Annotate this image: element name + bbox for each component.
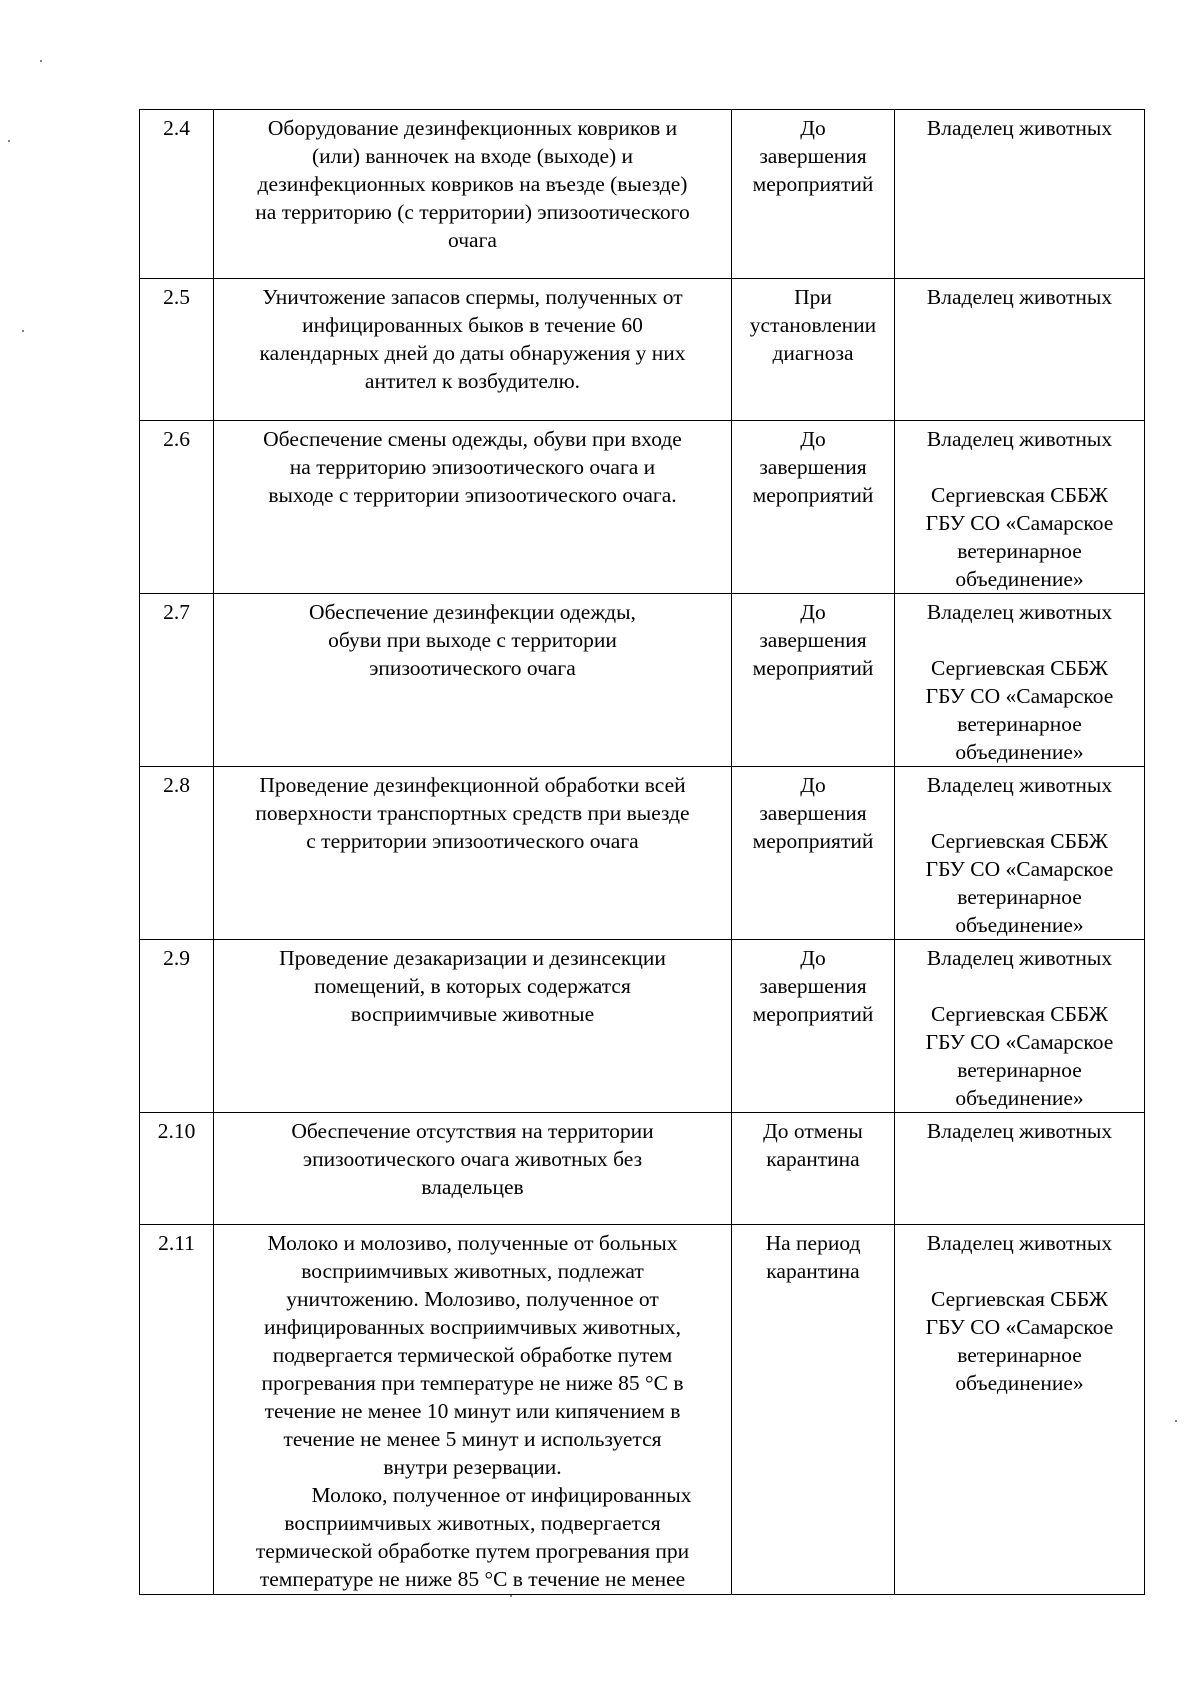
action-line: уничтожению. Молозиво, полученное от <box>286 1287 659 1311</box>
action-line: помещений, в которых содержатся <box>314 974 631 998</box>
responsible-line: объединение» <box>955 1371 1084 1395</box>
responsible-line: ветеринарное <box>957 1058 1082 1082</box>
responsible-line: ветеринарное <box>957 539 1082 563</box>
term-line: До <box>800 773 826 797</box>
responsible-line: ветеринарное <box>957 1343 1082 1367</box>
responsible-cell <box>895 1225 1145 1595</box>
responsible-line: ветеринарное <box>957 885 1082 909</box>
responsible-line: ветеринарное <box>957 712 1082 736</box>
action-line: Обеспечение дезинфекции одежды, <box>309 600 636 624</box>
action-line: Молоко и молозиво, полученные от больных <box>267 1231 678 1255</box>
responsible-cell <box>895 767 1145 940</box>
term-cell <box>732 1113 895 1225</box>
responsible-line: ГБУ СО «Самарское <box>925 1030 1114 1054</box>
responsible-line: Владелец животных <box>926 427 1113 451</box>
responsible-cell <box>895 940 1145 1113</box>
action-line: выходе с территории эпизоотического очага. <box>268 483 677 507</box>
table-row <box>140 767 1145 940</box>
table-row <box>140 1225 1145 1595</box>
scan-speck <box>510 1595 512 1597</box>
term-line: До <box>800 427 826 451</box>
responsible-line: Владелец животных <box>926 116 1113 140</box>
action-cell <box>214 594 732 767</box>
responsible-line: ГБУ СО «Самарское <box>925 1315 1114 1339</box>
action-line: эпизоотического очага <box>369 656 576 680</box>
row-number: 2.9 <box>140 940 214 1113</box>
action-line: владельцев <box>421 1175 524 1199</box>
row-number: 2.6 <box>140 421 214 594</box>
table-row <box>140 1113 1145 1225</box>
action-line: (или) ванночек на входе (выходе) и <box>311 144 634 168</box>
responsible-line: Сергиевская СББЖ <box>930 656 1109 680</box>
term-line: До отмены <box>763 1119 863 1143</box>
responsible-line: Владелец животных <box>926 946 1113 970</box>
action-line: с территории эпизоотического очага <box>306 829 639 853</box>
action-line: подвергается термической обработке путем <box>272 1343 673 1367</box>
table-row <box>140 110 1145 279</box>
row-number: 2.7 <box>140 594 214 767</box>
action-line: дезинфекционных ковриков на въезде (выезде) <box>257 172 688 196</box>
responsible-line: объединение» <box>955 567 1084 591</box>
responsible-line: Владелец животных <box>926 285 1113 309</box>
row-number: 2.8 <box>140 767 214 940</box>
term-line: До <box>800 600 826 624</box>
action-line: антител к возбудителю. <box>364 369 581 393</box>
table-row <box>140 421 1145 594</box>
term-line: карантина <box>766 1147 860 1171</box>
term-cell <box>732 767 895 940</box>
term-line: мероприятий <box>752 483 874 507</box>
action-line: Обеспечение смены одежды, обуви при входе <box>263 427 682 451</box>
responsible-line: объединение» <box>955 1086 1084 1110</box>
measures-table <box>139 109 1145 1595</box>
action-cell <box>214 1113 732 1225</box>
action-line: поверхности транспортных средств при выезде <box>255 801 690 825</box>
term-cell <box>732 594 895 767</box>
term-line: мероприятий <box>752 172 874 196</box>
term-line: При <box>794 285 832 309</box>
action-line: восприимчивые животные <box>350 1002 595 1026</box>
action-line: температуре не ниже 85 °С в течение не менее <box>259 1567 686 1591</box>
responsible-line: Владелец животных <box>926 1231 1113 1255</box>
action-line: эпизоотического очага животных без <box>302 1147 643 1171</box>
responsible-line: объединение» <box>955 913 1084 937</box>
term-cell <box>732 110 895 279</box>
term-line: завершения <box>759 455 867 479</box>
term-line: мероприятий <box>752 829 874 853</box>
action-line: Проведение дезакаризации и дезинсекции <box>279 946 666 970</box>
table-row <box>140 940 1145 1113</box>
action-line: очага <box>448 228 497 252</box>
action-cell <box>214 940 732 1113</box>
table-row <box>140 594 1145 767</box>
responsible-line: Владелец животных <box>926 600 1113 624</box>
term-line: завершения <box>759 628 867 652</box>
responsible-line: ГБУ СО «Самарское <box>925 511 1114 535</box>
scan-speck <box>8 140 10 142</box>
row-number: 2.10 <box>140 1113 214 1225</box>
action-line: внутри резервации. <box>383 1455 562 1479</box>
action-line: Проведение дезинфекционной обработки всей <box>259 773 686 797</box>
scan-speck <box>40 60 42 62</box>
term-cell <box>732 279 895 421</box>
action-line: восприимчивых животных, подвергается <box>284 1511 661 1535</box>
measures-table-body <box>140 110 1145 1595</box>
term-line: установлении <box>749 313 877 337</box>
row-number: 2.4 <box>140 110 214 279</box>
term-line: На период <box>765 1231 861 1255</box>
action-line: инфицированных быков в течение 60 <box>302 313 643 337</box>
responsible-line: Владелец животных <box>926 773 1113 797</box>
responsible-line: Сергиевская СББЖ <box>930 829 1109 853</box>
responsible-line: Сергиевская СББЖ <box>930 483 1109 507</box>
term-line: мероприятий <box>752 1002 874 1026</box>
term-cell <box>732 421 895 594</box>
action-line: инфицированных восприимчивых животных, <box>263 1315 681 1339</box>
term-line: До <box>800 946 826 970</box>
responsible-cell <box>895 279 1145 421</box>
action-line: Обеспечение отсутствия на территории <box>291 1119 654 1143</box>
action-line: Молоко, полученное от инфицированных <box>311 1483 692 1507</box>
responsible-line: ГБУ СО «Самарское <box>925 684 1114 708</box>
responsible-line: Владелец животных <box>926 1119 1113 1143</box>
action-line: течение не менее 5 минут и используется <box>283 1427 662 1451</box>
term-cell <box>732 940 895 1113</box>
term-line: мероприятий <box>752 656 874 680</box>
responsible-cell <box>895 110 1145 279</box>
table-row <box>140 279 1145 421</box>
action-line: обуви при выходе с территории <box>328 628 617 652</box>
row-number: 2.5 <box>140 279 214 421</box>
action-line: восприимчивых животных, подлежат <box>301 1259 644 1283</box>
action-line: Оборудование дезинфекционных ковриков и <box>267 116 678 140</box>
action-cell <box>214 279 732 421</box>
action-line: термической обработке путем прогревания при <box>255 1539 690 1563</box>
action-line: Уничтожение запасов спермы, полученных от <box>262 285 683 309</box>
term-line: карантина <box>766 1259 860 1283</box>
action-cell <box>214 1225 732 1595</box>
responsible-line: ГБУ СО «Самарское <box>925 857 1114 881</box>
action-line: на территорию (с территории) эпизоотического <box>255 200 690 224</box>
responsible-cell <box>895 421 1145 594</box>
responsible-line: Сергиевская СББЖ <box>930 1287 1109 1311</box>
row-number: 2.11 <box>140 1225 214 1595</box>
term-line: До <box>800 116 826 140</box>
action-cell <box>214 110 732 279</box>
scan-speck <box>1175 1420 1177 1422</box>
action-cell <box>214 767 732 940</box>
term-line: завершения <box>759 144 867 168</box>
responsible-line: Сергиевская СББЖ <box>930 1002 1109 1026</box>
action-cell <box>214 421 732 594</box>
responsible-cell <box>895 594 1145 767</box>
action-line: прогревания при температуре не ниже 85 °С в <box>261 1371 684 1395</box>
scan-speck <box>22 330 24 332</box>
action-line: календарных дней до даты обнаружения у них <box>259 341 686 365</box>
term-line: завершения <box>759 974 867 998</box>
action-line: на территорию эпизоотического очага и <box>289 455 656 479</box>
term-line: диагноза <box>772 341 854 365</box>
action-line: течение не менее 10 минут или кипячением в <box>264 1399 681 1423</box>
term-line: завершения <box>759 801 867 825</box>
responsible-cell <box>895 1113 1145 1225</box>
term-cell <box>732 1225 895 1595</box>
responsible-line: объединение» <box>955 740 1084 764</box>
